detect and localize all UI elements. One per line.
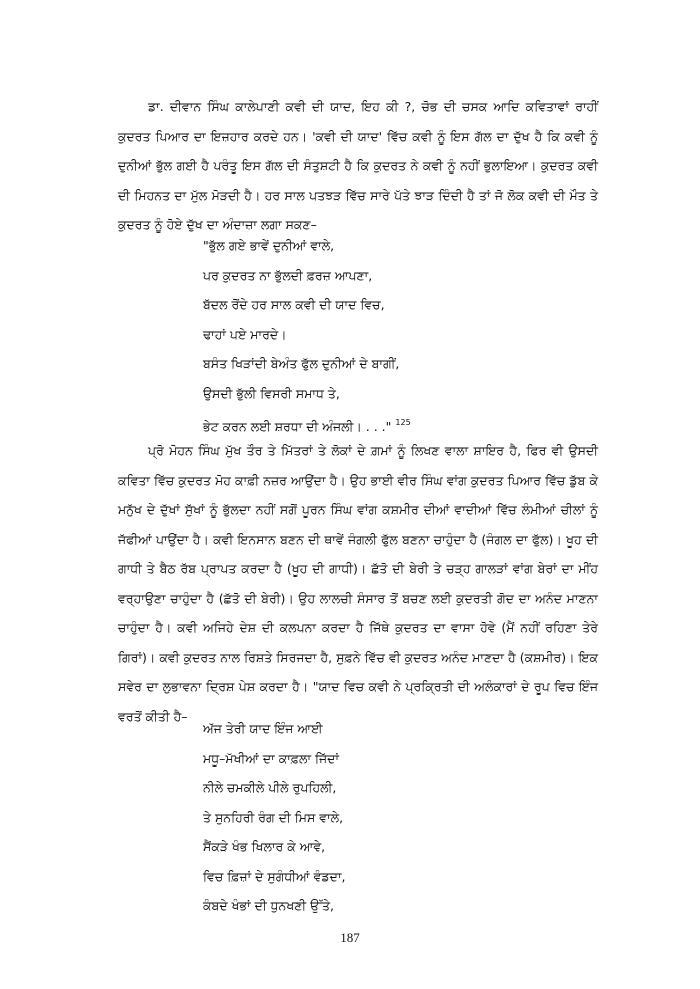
verse-1-line-4: ਢਾਹਾਂ ਪਏ ਮਾਰਦੇ। (203, 326, 287, 342)
verse-1-line-1: "ਭੁੱਲ ਗਏ ਭਾਵੇਂ ਦੁਨੀਆਂ ਵਾਲੇ, (203, 238, 335, 253)
footnote-reference: 125 (395, 418, 411, 427)
verse-2-line-5: ਸੈਂਕੜੇ ਖੰਭ ਖਿਲਾਰ ਕੇ ਆਵੇ, (203, 839, 326, 854)
paragraph-2-text: ਪ੍ਰੋ ਮੋਹਨ ਸਿੰਘ ਮੁੱਖ ਤੌਰ ਤੇ ਮਿੱਤਰਾਂ ਤੇ ਲੋਕਾਂ ਦੇ ਗ਼ਮਾਂ ਨੂੰ ਲਿਖਣ ਵਾਲਾ ਸ਼ਾਇਰ ਹੈ, ਫਿਰ ਵੀ ਉਸਦੀ ਕਵਿਤਾ ਵਿੱਚ ਕੁਦਰਤ ਮੋਹ ਕਾਫ਼ੀ ਨਜ਼ਰ ਆਉਂਦਾ ਹੈ। ਉਹ ਭਾਈ ਵੀਰ ਸਿੰਘ ਵਾਂਗ ਕੁਦਰਤ ਪਿਆਰ ਵਿੱਚ ਡੁੱਬ ਕੇ ਮਨੁੱਖ ਦੇ ਦੁੱਖਾਂ ਸੁੱਖਾਂ ਨੂੰ ਭੁੱਲਦਾ ਨਹੀਂ ਸਗੋਂ ਪੂਰਨ ਸਿੰਘ ਵਾਂਗ ਕਸ਼ਮੀਰ ਦੀਆਂ ਵਾਦੀਆਂ ਵਿੱਚ ਲੰਮੀਆਂ ਚੀਲਾਂ ਨੂੰ ਜੱਫੀਆਂ ਪਾਉਂਦਾ ਹੈ। ਕਵੀ ਇਨਸਾਨ ਬਣਨ ਦੀ ਥਾਵੇਂ ਜੰਗਲੀ ਫੁੱਲ ਬਣਨਾ ਚਾਹੁੰਦਾ ਹੈ (ਜੰਗਲ ਦਾ ਫੁੱਲ)। ਖੂਹ ਦੀ ਗਾਧੀ ਤੇ ਬੈਠ ਰੱਬ ਪ੍ਰਾਪਤ ਕਰਦਾ ਹੈ (ਖੂਹ ਦੀ ਗਾਧੀ)। ਛੱਤੋ ਦੀ ਬੇਰੀ ਤੇ ਚੜ੍ਹ ਗਾਲੜਾਂ ਵਾਂਗ ਬੇਰਾਂ ਦਾ ਮੀਂਹ ਵਰ੍ਹਾਉਣਾ ਚਾਹੁੰਦਾ ਹੈ (ਛੱਤੋ ਦੀ ਬੇਰੀ)। ਉਹ ਲਾਲਚੀ ਸੰਸਾਰ ਤੋਂ ਬਚਣ ਲਈ ਕੁਦਰਤੀ ਗੋਦ ਦਾ ਅਨੰਦ ਮਾਣਨਾ ਚਾਹੁੰਦਾ ਹੈ। ਕਵੀ ਅਜਿਹੇ ਦੇਸ਼ ਦੀ ਕਲਪਨਾ ਕਰਦਾ ਹੈ ਜਿੱਥੇ ਕੁਦਰਤ ਦਾ ਵਾਸਾ ਹੋਵੇ (ਮੈਂ ਨਹੀਂ ਰਹਿਣਾ ਤੇਰੇ ਗਿਰਾਂ)। ਕਵੀ ਕੁਦਰਤ ਨਾਲ ਰਿਸ਼ਤੇ ਸਿਰਜਦਾ ਹੈ, ਸੁਫ਼ਨੇ ਵਿੱਚ ਵੀ ਕੁਦਰਤ ਅਨੰਦ ਮਾਣਦਾ ਹੈ (ਕਸ਼ਮੀਰ)। ਇਕ ਸਵੇਰ ਦਾ ਲੁਭਾਵਨਾ ਦ੍ਰਿਸ਼ ਪੇਸ਼ ਕਰਦਾ ਹੈ। "ਯਾਦ ਵਿਚ ਕਵੀ ਨੇ ਪ੍ਰਕ੍ਰਿਤੀ ਦੀ ਅਲੰਕਾਰਾਂ ਦੇ ਰੂਪ ਵਿਚ ਇੰਜ ਵਰਤੋਂ ਕੀਤੀ ਹੈ– (118, 443, 598, 724)
verse-block-1 (203, 231, 603, 442)
paragraph-2 (118, 436, 598, 731)
verse-1-line-5: ਬਸੰਤ ਖਿੜਾਂਦੀ ਬੇਅੰਤ ਫੁੱਲ ਦੁਨੀਆਂ ਦੇ ਬਾਗੀਂ, (203, 356, 400, 371)
paragraph-1-text: ਡਾ. ਦੀਵਾਨ ਸਿੰਘ ਕਾਲੇਪਾਣੀ ਕਵੀ ਦੀ ਯਾਦ, ਇਹ ਕੀ ?, ਚੋਭ ਦੀ ਚਸਕ ਆਦਿ ਕਵਿਤਾਵਾਂ ਰਾਹੀਂ ਕੁਦਰਤ ਪਿਆਰ ਦਾ ਇਜ਼ਹਾਰ ਕਰਦੇ ਹਨ। 'ਕਵੀ ਦੀ ਯਾਦ' ਵਿੱਚ ਕਵੀ ਨੂੰ ਇਸ ਗੱਲ ਦਾ ਦੁੱਖ ਹੈ ਕਿ ਕਵੀ ਨੂੰ ਦੁਨੀਆਂ ਭੁੱਲ ਗਈ ਹੈ ਪਰੰਤੂ ਇਸ ਗੱਲ ਦੀ ਸੰਤੁਸ਼ਟੀ ਹੈ ਕਿ ਕੁਦਰਤ ਨੇ ਕਵੀ ਨੂੰ ਨਹੀਂ ਭੁਲਾਇਆ। ਕੁਦਰਤ ਕਵੀ ਦੀ ਮਿਹਨਤ ਦਾ ਮੁੱਲ ਮੋੜਦੀ ਹੈ। ਹਰ ਸਾਲ ਪਤਝੜ ਵਿੱਚ ਸਾਰੇ ਪੱਤੇ ਝਾੜ ਦਿੰਦੀ ਹੈ ਤਾਂ ਜੋ ਲੋਕ ਕਵੀ ਦੀ ਮੌਤ ਤੇ ਕੁਦਰਤ ਨੂੰ ਹੋਏ ਦੁੱਖ ਦਾ ਅੰਦਾਜ਼ਾ ਲਗਾ ਸਕਣ– (118, 99, 598, 232)
verse-2-line-6: ਵਿਚ ਫ਼ਿਜ਼ਾਂ ਦੇ ਸੁਗੰਧੀਆਂ ਵੰਡਦਾ, (203, 868, 346, 884)
page-number: 187 (340, 930, 360, 945)
verse-2-line-2: ਮਧੂ–ਮੱਖੀਆਂ ਦਾ ਕਾਫ਼ਲਾ ਜਿੱਦਾਂ (203, 750, 339, 766)
verse-1-line-2: ਪਰ ਕੁਦਰਤ ਨਾ ਭੁੱਲਦੀ ਫ਼ਰਜ਼ ਆਪਣਾ, (203, 267, 373, 283)
verse-2-line-4: ਤੇ ਸੁਨਹਿਰੀ ਰੰਗ ਦੀ ਮਿਸ ਵਾਲੇ, (203, 809, 344, 825)
verse-2-line-3: ਨੀਲੇ ਚਮਕੀਲੇ ਪੀਲੇ ਰੁਪਹਿਲੀ, (203, 780, 337, 795)
verse-1-line-6: ਉਸਦੀ ਭੁੱਲੀ ਵਿਸਰੀ ਸਮਾਧ ਤੇ, (203, 385, 340, 401)
verse-2-line-7: ਕੰਬਦੇ ਖੰਭਾਂ ਦੀ ਧੁਨਖਣੀ ਉੱਤੇ, (203, 898, 335, 913)
verse-1-line-3: ਬੱਦਲ ਰੋਂਦੇ ਹਰ ਸਾਲ ਕਵੀ ਦੀ ਯਾਦ ਵਿਚ, (203, 297, 385, 312)
verse-block-2 (203, 714, 603, 921)
verse-1-line-7-text: ਭੇਟ ਕਰਨ ਲਈ ਸ਼ਰਧਾ ਦੀ ਅੰਜਲੀ। . . ." (203, 419, 392, 434)
verse-2-line-1: ਅੱਜ ਤੇਰੀ ਯਾਦ ਇੰਜ ਆਈ (203, 721, 323, 736)
